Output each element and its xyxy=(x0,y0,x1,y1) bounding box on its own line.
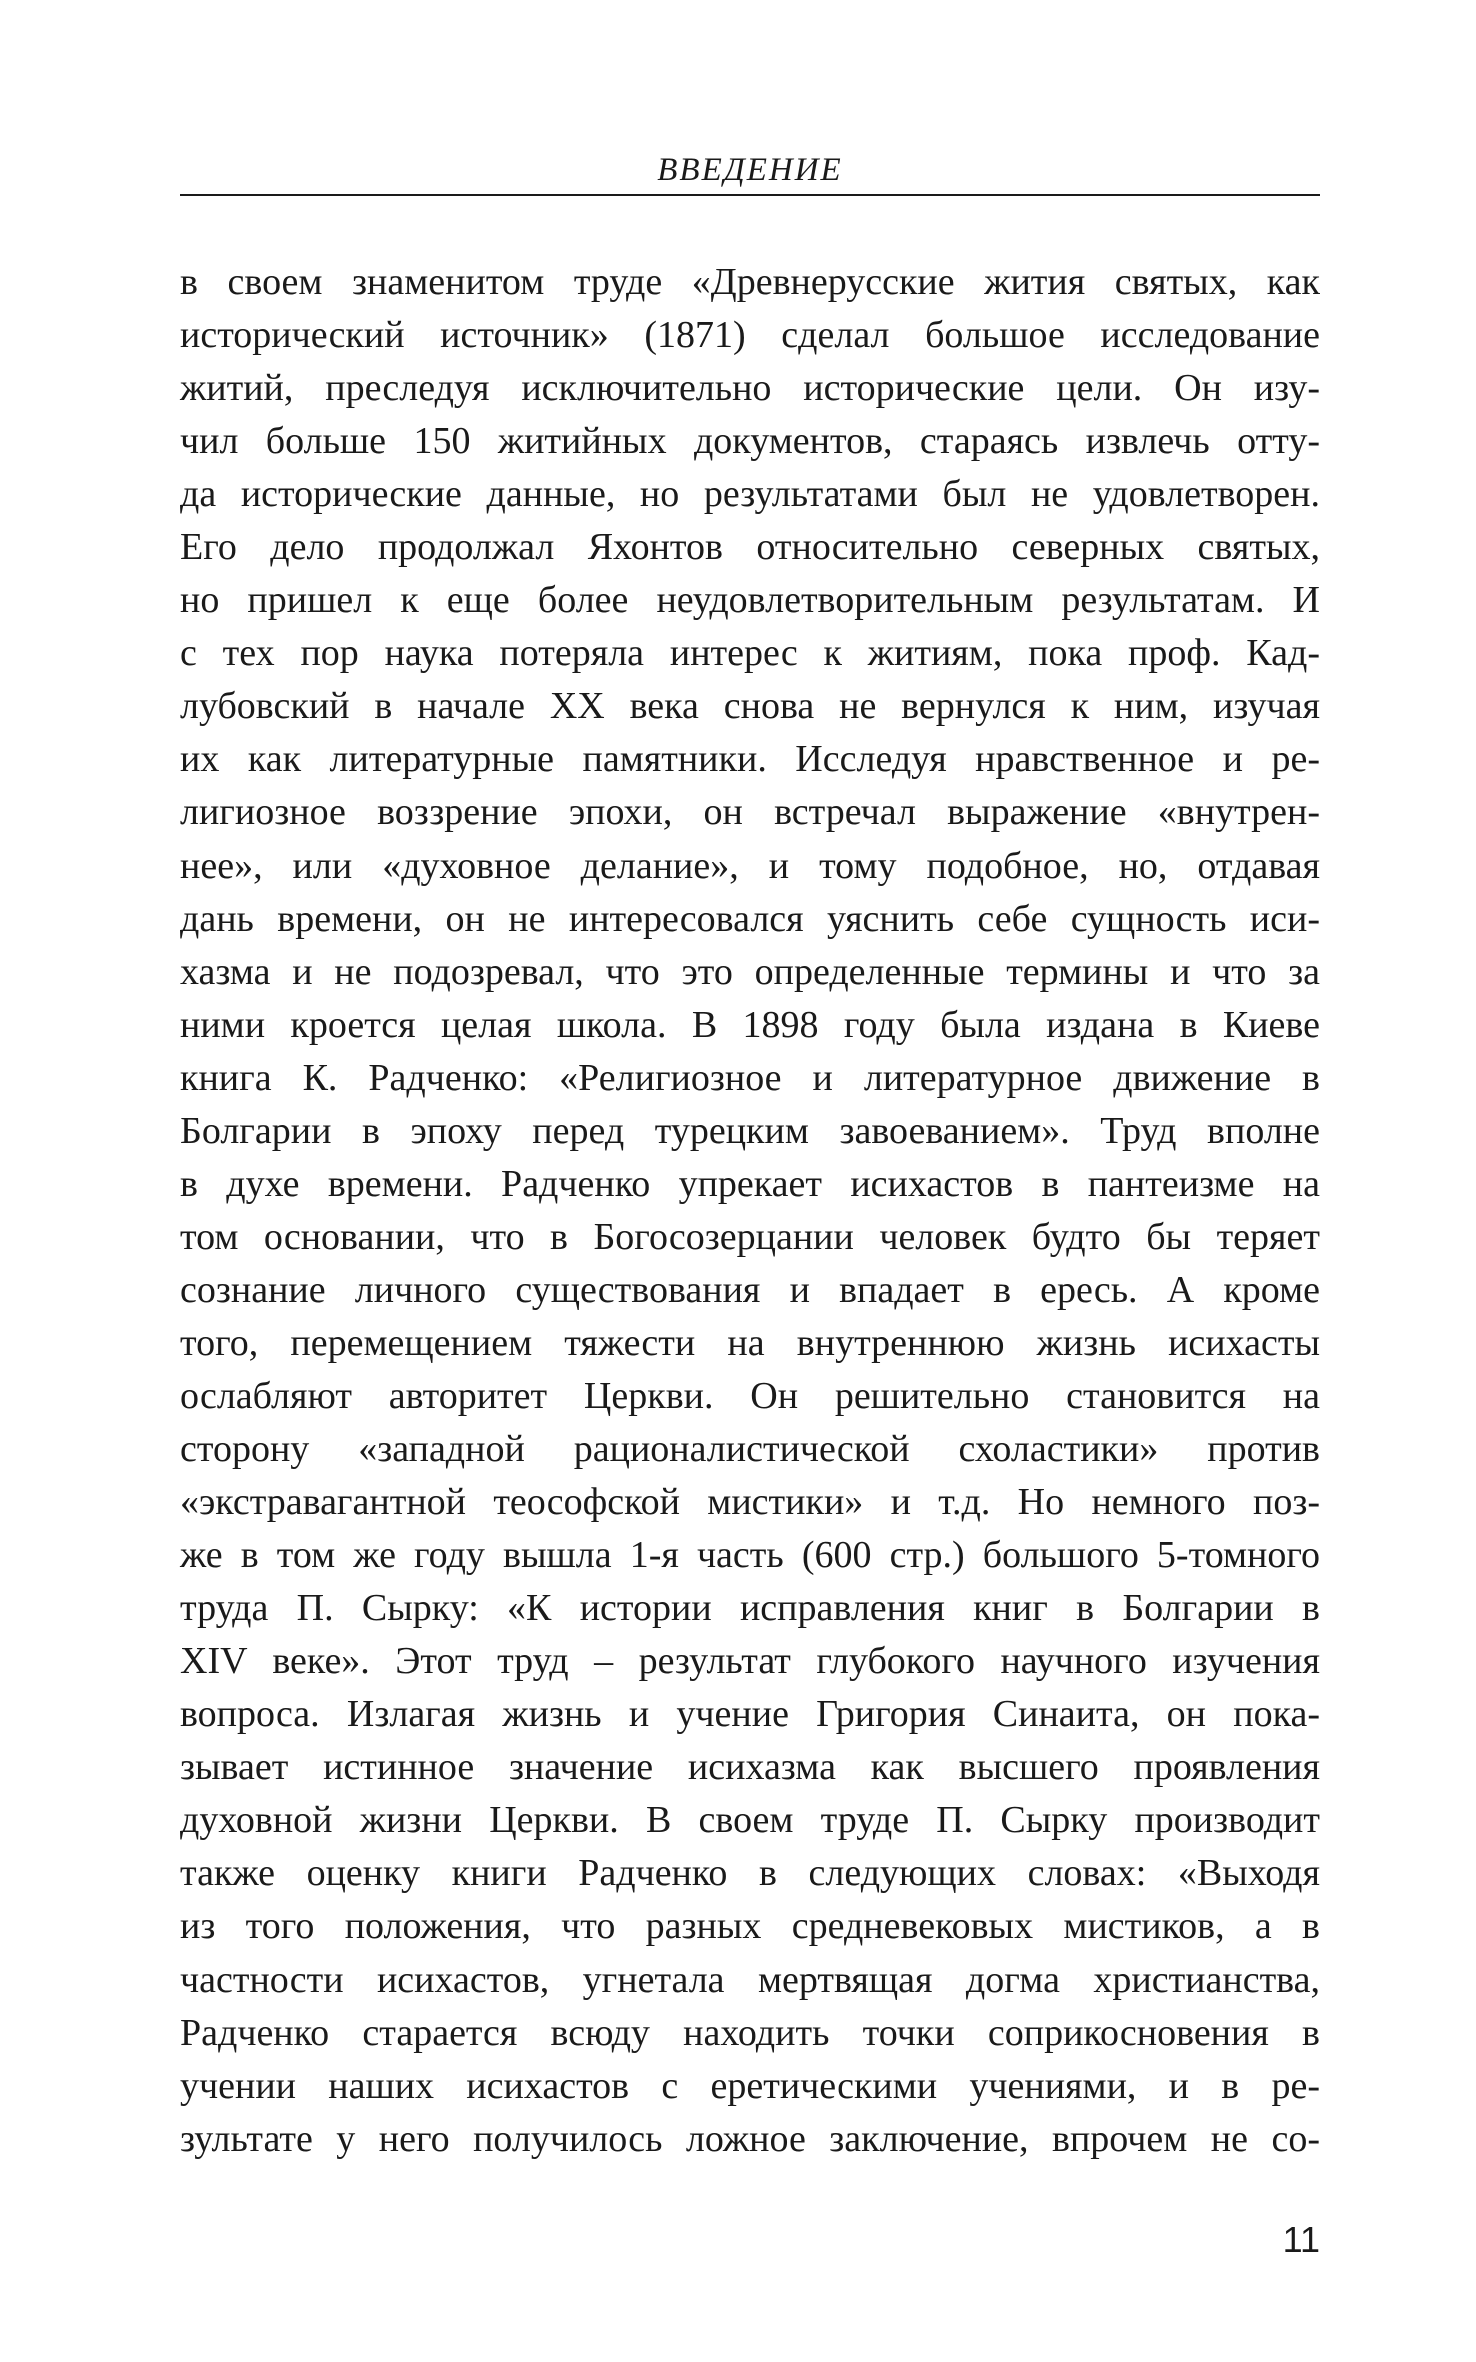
text-line: ослабляют авторитет Церкви. Он решительно становится на xyxy=(180,1374,1320,1417)
text-line: нее», или «духовное делание», и тому подобное, но, отдавая xyxy=(180,844,1320,887)
text-line: житий, преследуя исключительно исторические цели. Он изу- xyxy=(180,367,1320,410)
text-line: книга К. Радченко: «Религиозное и литературное движение в xyxy=(180,1056,1320,1099)
text-line: исторический источник» (1871) сделал большое исследование xyxy=(180,314,1320,357)
text-line: ними кроется целая школа. В 1898 году была издана в Киеве xyxy=(180,1003,1321,1046)
text-line: том основании, что в Богосозерцании человек будто бы теряет xyxy=(180,1215,1320,1258)
text-line: сознание личного существования и впадает в ересь. А кроме xyxy=(180,1268,1320,1311)
text-line: также оценку книги Радченко в следующих словах: «Выходя xyxy=(180,1852,1320,1895)
text-line: учении наших исихастов с еретическими учениями, и в ре- xyxy=(180,2064,1320,2107)
text-line: же в том же году вышла 1-я часть (600 стр.) большого 5-томного xyxy=(180,1534,1320,1577)
text-line: чил больше 150 житийных документов, стараясь извлечь отту- xyxy=(180,420,1320,463)
text-line: Радченко старается всюду находить точки соприкосновения в xyxy=(180,2011,1320,2054)
text-line: сторону «западной рационалистической схоластики» против xyxy=(180,1428,1320,1471)
text-line: лигиозное воззрение эпохи, он встречал выражение «внутрен- xyxy=(180,791,1320,834)
text-line: частности исихастов, угнетала мертвящая догма христианства, xyxy=(180,1958,1320,2001)
text-line: Болгарии в эпоху перед турецким завоеванием». Труд вполне xyxy=(180,1109,1320,1152)
text-line: зультате у него получилось ложное заключение, впрочем не со- xyxy=(180,2117,1320,2160)
body-text xyxy=(180,256,1320,2166)
text-line: «экстравагантной теософской мистики» и т.д. Но немного поз- xyxy=(180,1481,1320,1524)
text-line: но пришел к еще более неудовлетворительным результатам. И xyxy=(180,579,1320,622)
running-head: ВВЕДЕНИЕ xyxy=(657,152,843,188)
text-line: духовной жизни Церкви. В своем труде П. Сырку производит xyxy=(180,1799,1320,1842)
text-line: да исторические данные, но результатами был не удовлетворен. xyxy=(180,473,1320,516)
text-line: хазма и не подозревал, что это определенные термины и что за xyxy=(180,950,1320,993)
text-line: труда П. Сырку: «К истории исправления книг в Болгарии в xyxy=(180,1587,1320,1630)
header-rule xyxy=(180,194,1320,196)
text-line: XIV веке». Этот труд – результат глубокого научного изучения xyxy=(180,1640,1320,1683)
text-line: в духе времени. Радченко упрекает исихастов в пантеизме на xyxy=(180,1162,1320,1205)
text-line: из того положения, что разных средневековых мистиков, а в xyxy=(180,1905,1320,1948)
text-line: Его дело продолжал Яхонтов относительно северных святых, xyxy=(180,526,1320,569)
text-line: лубовский в начале XX века снова не вернулся к ним, изучая xyxy=(180,685,1320,728)
text-line: вопроса. Излагая жизнь и учение Григория Синаита, он пока- xyxy=(180,1693,1320,1736)
text-line: в своем знаменитом труде «Древнерусские жития святых, как xyxy=(180,261,1320,303)
text-line: их как литературные памятники. Исследуя нравственное и ре- xyxy=(180,738,1320,781)
page-number: 11 xyxy=(1282,2219,1320,2260)
text-line: дань времени, он не интересовался уяснить себе сущность иси- xyxy=(180,897,1320,940)
text-line: с тех пор наука потеряла интерес к житиям, пока проф. Кад- xyxy=(180,632,1320,675)
text-line: зывает истинное значение исихазма как высшего проявления xyxy=(180,1746,1320,1789)
text-line: того, перемещением тяжести на внутреннюю жизнь исихасты xyxy=(180,1321,1320,1364)
